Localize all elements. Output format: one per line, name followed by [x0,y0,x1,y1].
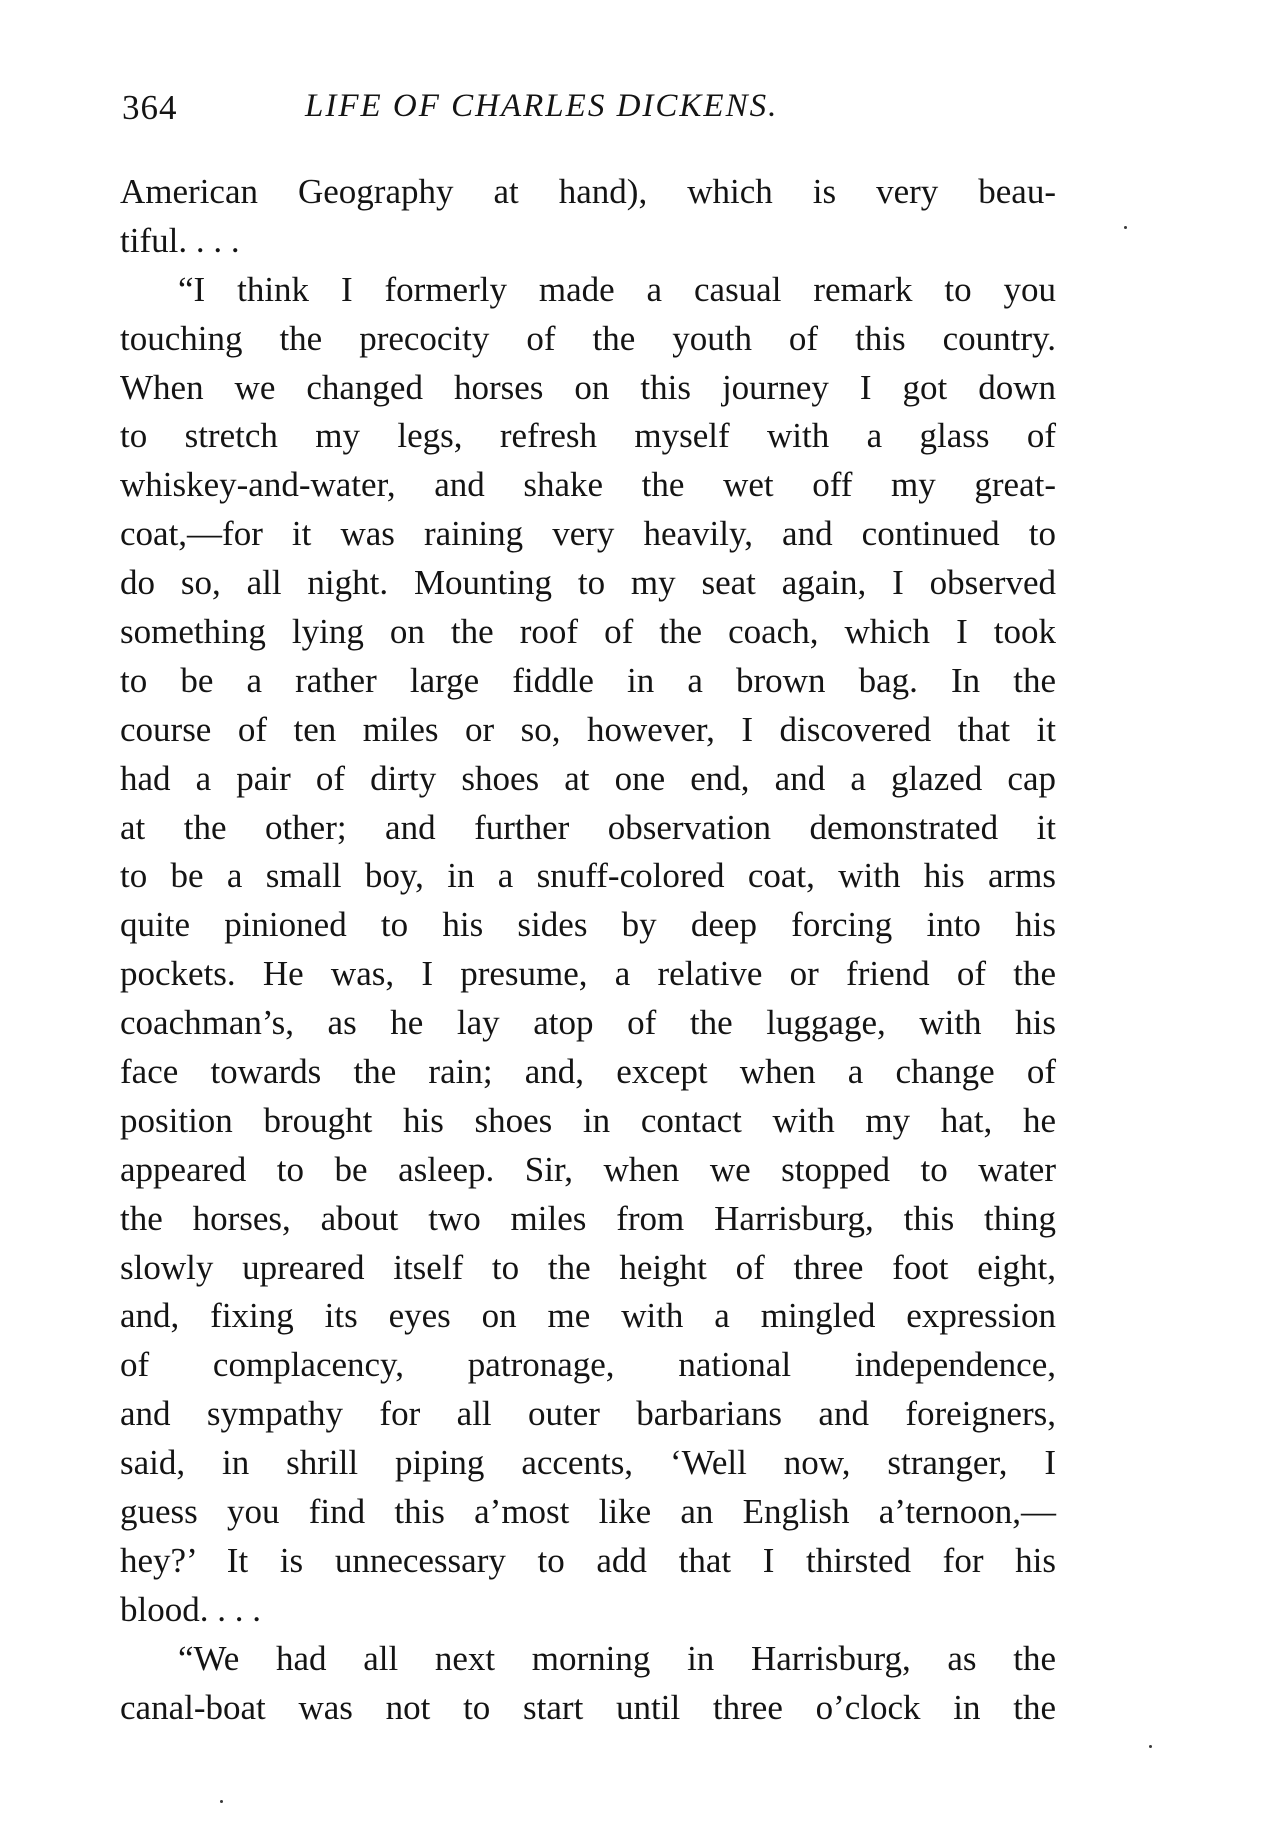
text-line: and sympathy for all outer barbarians and foreigners, [120,1394,1056,1434]
text-line: “I think I formerly made a casual remark to you [178,269,1056,309]
text-line: American Geography at hand), which is very beau- [120,172,1056,211]
body-text [120,168,1056,1733]
text-line: something lying on the roof of the coach, which I took [120,612,1056,652]
text-line: do so, all night. Mounting to my seat again, I observed [120,563,1056,603]
text-line: “We had all next morning in Harrisburg, as the [178,1638,1056,1678]
text-line: of complacency, patronage, national independence, [120,1345,1056,1385]
text-line: to be a small boy, in a snuff-colored coat, with his arms [120,856,1056,896]
text-line: to stretch my legs, refresh myself with a glass of [120,416,1056,456]
text-line: pockets. He was, I presume, a relative or friend of the [120,954,1056,994]
text-line: face towards the rain; and, except when a change of [120,1052,1056,1092]
text-line: tiful. . . . [120,220,240,260]
text-line: touching the precocity of the youth of this country. [120,318,1056,358]
text-line: guess you find this a’most like an English a’ternoon,— [120,1492,1056,1532]
text-line: at the other; and further observation demonstrated it [120,807,1056,847]
text-line: had a pair of dirty shoes at one end, and a glazed cap [120,758,1056,798]
print-speck [1124,226,1127,229]
text-line: course of ten miles or so, however, I discovered that it [120,709,1056,749]
text-line: canal-boat was not to start until three o’clock in the [120,1687,1056,1727]
print-speck [1149,1745,1152,1748]
text-line: quite pinioned to his sides by deep forcing into his [120,905,1056,945]
text-line: hey?’ It is unnecessary to add that I thirsted for his [120,1540,1056,1580]
text-line: said, in shrill piping accents, ‘Well now, stranger, I [120,1443,1056,1483]
text-line: blood. . . . [120,1589,261,1629]
text-line: position brought his shoes in contact with my hat, he [120,1100,1056,1140]
text-line: to be a rather large fiddle in a brown bag. In the [120,660,1056,700]
text-line: coachman’s, as he lay atop of the luggage, with his [120,1003,1056,1043]
text-line: whiskey-and-water, and shake the wet off my great- [120,465,1056,505]
running-head [122,88,952,138]
text-line: slowly upreared itself to the height of three foot eight, [120,1247,1056,1287]
text-line: the horses, about two miles from Harrisburg, this thing [120,1198,1056,1238]
text-line: When we changed horses on this journey I got down [120,367,1056,407]
page-number: 364 [122,88,178,127]
text-line: and, fixing its eyes on me with a mingled expression [120,1296,1056,1336]
print-speck [220,1800,223,1803]
running-title: LIFE OF CHARLES DICKENS. [305,88,779,124]
text-line: appeared to be asleep. Sir, when we stopped to water [120,1149,1056,1189]
text-line: coat,—for it was raining very heavily, and continued to [120,514,1056,554]
